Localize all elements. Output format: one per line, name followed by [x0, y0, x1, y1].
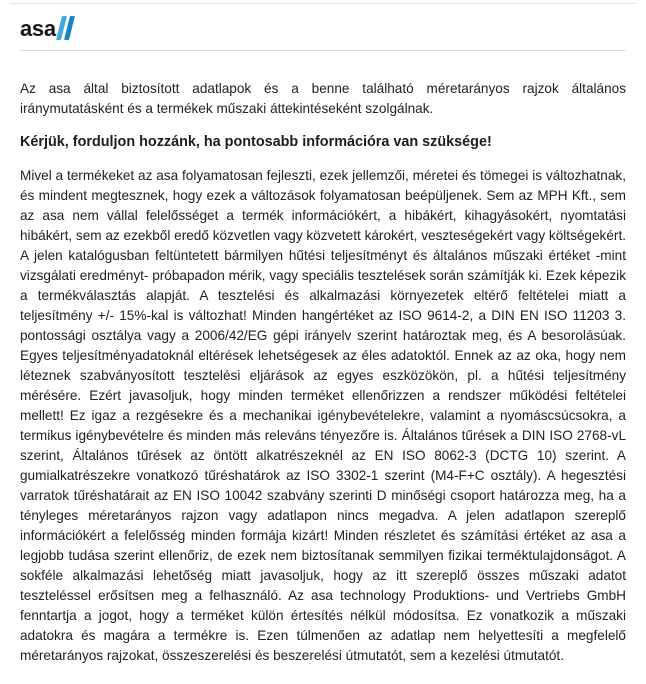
double-slash-icon: [59, 16, 72, 40]
header-divider: [20, 50, 626, 51]
asa-logo: [20, 18, 72, 40]
document-page: [0, 3, 646, 684]
disclaimer-paragraph: Mivel a termékeket az asa folyamatosan fejleszti, ezek jellemzői, méretei és tömegei is változhatnak, és mindent megtesznek, hogy ezek a változások folyamatosan beépüljenek. Sem az MPH Kft., sem az asa nem vállal felelősséget a termék információkért, a hibákért, kihagyásokért, nyomtatási hibákért, sem az ezekből eredő közvetlen vagy közvetett károkért, veszteségekért vagy költségekért. A jelen katalógusban feltüntetett bármilyen hűtési teljesítményt és általános műszaki értéket -mint vizsgálati eredményt- próbapadon mérik, vagy speciális tesztelések során számítják ki. Ezek képezik a termékválasztás alapját. A tesztelési és alkalmazási környezetek eltérő feltételei miatt a teljesítmény +/- 15%-kal is változhat! Minden hangértéket az ISO 9614-2, a DIN EN ISO 11203 3. pontossági osztálya vagy a 2006/42/EG gépi irányelv szerint határoztak meg, és A besorolásúak. Egyes teljesítményadatoknál eltérések lehetségesek az éles adatoktól. Ennek az az oka, hogy nem léteznek szabványosított tesztelési eljárások az egyes eszközökön, pl. a hűtési teljesítmény mérésére. Ezért javasoljuk, hogy minden terméket ellenőrizzen a rendszer működési feltételei mellett! Ez igaz a rezgésekre és a mechanikai igénybevételekre, valamint a nyomáscsúcsokra, a termikus igénybevételre és minden más releváns tényezőre is. Általános tűrések a DIN ISO 2768-vL szerint, Általános tűrések az öntött alkatrészeknél az EN ISO 8062-3 (DCTG 10) szerint. A gumialkatrészekre vonatkozó tűréshatárok az ISO 3302-1 szerint (M4-F+C osztály). A hegesztési varratok tűréshatárait az EN ISO 10042 szabvány szerinti D minőségi csoport határozza meg, ha a tényleges méretarányos rajzon vagy adatlapon nincs megadva. A jelen adatlapon szereplő információkért a felelősség minden formája kizárt! Minden részletet és számítási értéket az asa a legjobb tudása szerint ellenőriz, de ezek nem biztosítanak semmilyen fizikai terméktulajdonságot. A sokféle alkalmazási lehetőség miatt javasoljuk, hogy az itt szereplő összes műszaki adatot teszteléssel erősítsen meg a felhasználó. Az asa technology Produktions- und Vertriebs GmbH fenntartja a jogot, hogy a terméket külön értesítés nélkül módosítsa. Ez vonatkozik a műszaki adatokra és magára a termékre is. Ezen túlmenően az adatlap nem helyettesíti a megfelelő méretarányos rajzokat, összeszerelési és beszerelési útmutatót, sem a kezelési útmutatót.: [20, 168, 626, 663]
document-body: [0, 79, 646, 666]
logo-text: asa: [20, 16, 56, 41]
intro-paragraph: Az asa által biztosított adatlapok és a benne található méretarányos rajzok általános iránymutatásként és a termékek műszaki áttekintéseként szolgálnak.: [20, 81, 626, 116]
header: [0, 4, 646, 45]
contact-note: Kérjük, forduljon hozzánk, ha pontosabb információra van szüksége!: [20, 134, 492, 150]
